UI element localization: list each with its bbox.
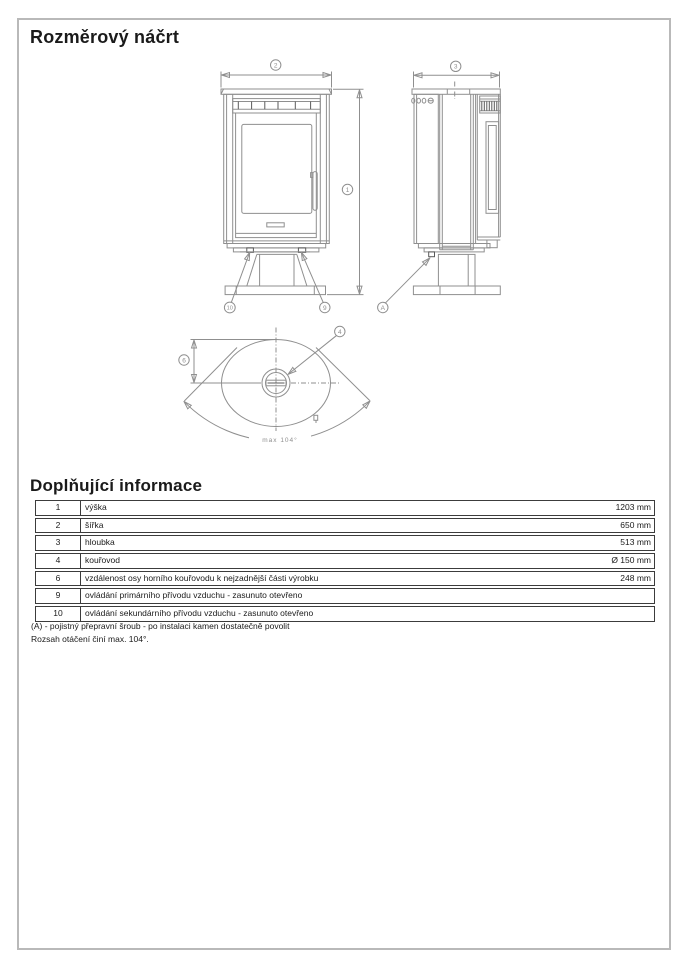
- dim-flue-offset: [179, 340, 276, 383]
- callout-flue: [289, 326, 345, 374]
- svg-text:2: 2: [273, 62, 278, 70]
- row-number: 9: [36, 589, 81, 603]
- front-view: [221, 89, 332, 295]
- row-value: [651, 607, 654, 621]
- rotating-pillar: [440, 94, 474, 250]
- row-number: 1: [36, 501, 81, 515]
- front-grille: [233, 99, 321, 113]
- table-row: [35, 571, 655, 587]
- row-number: 2: [36, 519, 81, 533]
- row-value: [651, 589, 654, 603]
- table-row: [35, 588, 655, 604]
- row-label: vzdálenost osy horního kouřovodu k nejzadnější části výrobku: [85, 572, 319, 583]
- row-label: šířka: [85, 519, 104, 530]
- row-label: ovládání sekundárního přívodu vzduchu - zasunuto otevřeno: [85, 608, 314, 619]
- table-row: [35, 553, 655, 569]
- callout-secondary-air: [224, 253, 249, 313]
- dim-depth: [414, 61, 500, 87]
- drawer-handle: [267, 223, 284, 227]
- footnote-transport-screw: (A) - pojistný přepravní šroub - po instalaci kamen dostatečně povolit: [31, 621, 290, 631]
- table-row: [35, 518, 655, 534]
- row-value: 1203 mm: [615, 502, 651, 512]
- bolt-heads: [412, 98, 434, 103]
- top-view: [184, 328, 369, 446]
- svg-text:6: 6: [182, 357, 186, 365]
- svg-text:10: 10: [226, 305, 233, 312]
- rotation-label: max 104°: [262, 436, 298, 444]
- svg-text:A: A: [380, 304, 385, 312]
- table-row: [35, 535, 655, 551]
- row-value: 650 mm: [620, 519, 651, 530]
- svg-text:9: 9: [322, 304, 327, 312]
- row-number: 4: [36, 554, 81, 568]
- dimensional-drawing: [0, 0, 686, 470]
- table-row: [35, 500, 655, 516]
- lever-detail: [314, 415, 318, 423]
- row-value: Ø 150 mm: [611, 555, 651, 566]
- info-table: [35, 500, 655, 624]
- svg-text:3: 3: [453, 63, 458, 71]
- row-label: ovládání primárního přívodu vzduchu - zasunuto otevřeno: [85, 590, 303, 601]
- row-number: 6: [36, 572, 81, 586]
- row-number: 10: [36, 607, 81, 621]
- svg-text:4: 4: [337, 328, 342, 336]
- row-label: hloubka: [85, 537, 115, 548]
- dim-height: [327, 89, 364, 294]
- side-grille: [480, 96, 501, 113]
- row-label: kouřovod: [85, 555, 120, 566]
- pedestal: [225, 254, 325, 294]
- pedestal-side: [413, 254, 500, 294]
- dim-width: [221, 60, 332, 88]
- transport-screw: [429, 252, 435, 257]
- info-section-title: Doplňující informace: [30, 476, 203, 495]
- row-number: 3: [36, 536, 81, 550]
- svg-text:1: 1: [345, 186, 350, 194]
- row-value: 248 mm: [620, 572, 651, 583]
- flue-circle: [262, 369, 290, 397]
- door-glass: [242, 124, 312, 213]
- footnotes: [31, 620, 289, 646]
- row-label: výška: [85, 502, 107, 512]
- page-title: Rozměrový náčrt: [30, 27, 180, 47]
- footnote-rotation-range: Rozsah otáčení činí max. 104°.: [31, 634, 149, 644]
- row-value: 513 mm: [620, 537, 651, 548]
